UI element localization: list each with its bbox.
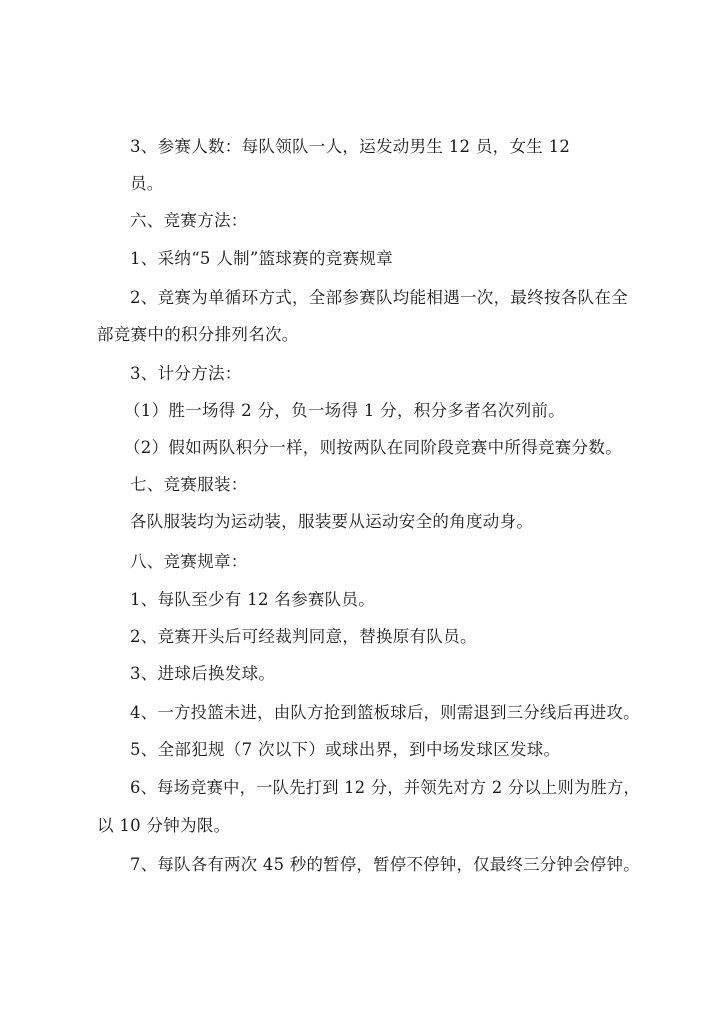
text-line: （2）假如两队积分一样，则按两队在同阶段竞赛中所得竞赛分数。 <box>124 438 622 457</box>
text-line: 部竞赛中的积分排列名次。 <box>97 325 299 344</box>
text-line: 6、每场竞赛中，一队先打到 12 分，并领先对方 2 分以上则为胜方， <box>130 778 641 797</box>
text-line: 2、竞赛开头后可经裁判同意，替换原有队员。 <box>130 627 477 646</box>
section-heading: 八、竞赛规章： <box>130 552 248 571</box>
text-line: 1、采纳“5 人制”篮球赛的竞赛规章 <box>130 249 394 268</box>
text-line: 1、每队至少有 12 名参赛队员。 <box>130 590 376 609</box>
section-heading: 七、竞赛服装： <box>130 475 248 494</box>
text-line: 以 10 分钟为限。 <box>97 816 231 835</box>
text-line: 各队服装均为运动装，服装要从运动安全的角度动身。 <box>130 512 534 531</box>
text-line: 7、每队各有两次 45 秒的暂停，暂停不停钟，仅最终三分钟会停钟。 <box>130 855 640 874</box>
text-line: 3、参赛人数：每队领队一人，运发动男生 12 员，女生 12 <box>130 137 571 156</box>
text-line: 2、竞赛为单循环方式，全部参赛队均能相遇一次，最终按各队在全 <box>130 288 628 307</box>
text-line: 3、计分方法： <box>130 364 242 383</box>
text-line: 3、进球后换发球。 <box>130 664 276 683</box>
text-line: 4、一方投篮未进，由队方抢到篮板球后，则需退到三分线后再进攻。 <box>130 703 640 722</box>
text-line: 5、全部犯规（7 次以下）或球出界，到中场发球区发球。 <box>130 740 561 759</box>
section-heading: 六、竞赛方法： <box>130 211 248 230</box>
text-line: （1）胜一场得 2 分，负一场得 1 分，积分多者名次列前。 <box>124 401 565 420</box>
text-line: 员。 <box>130 174 164 193</box>
